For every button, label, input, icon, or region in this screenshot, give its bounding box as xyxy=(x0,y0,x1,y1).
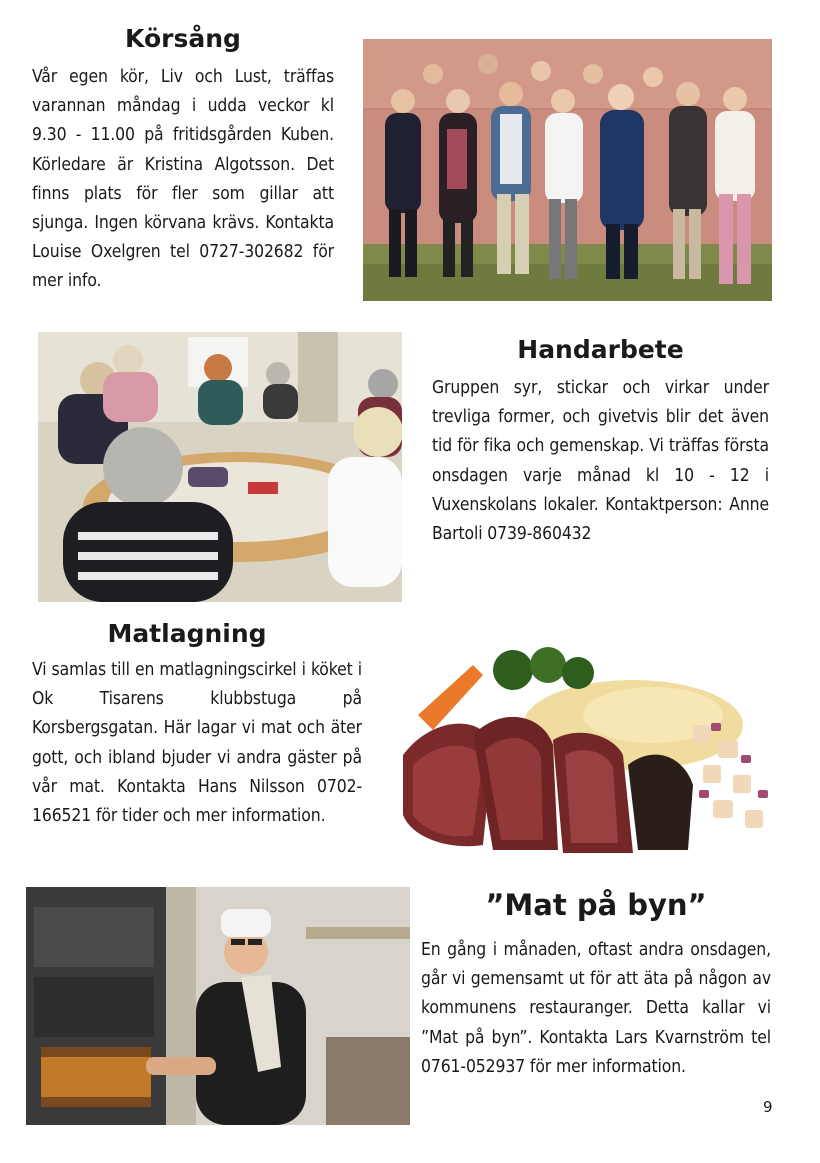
page-number: 9 xyxy=(763,1098,773,1116)
section-title-handarbete: Handarbete xyxy=(517,335,684,364)
section-title-mat-pa-byn: ”Mat på byn” xyxy=(485,888,707,922)
section-title-korsang: Körsång xyxy=(125,24,241,53)
section-text-korsang: Vår egen kör, Liv och Lust, träffas varannan måndag i udda veckor kl 9.30 - 11.00 på fritidsgården Kuben. Körledare är Kristina Algotsson. Det finns plats för fler som gillar att sjunga. Ingen körvana krävs. Kontakta Louise Oxelgren tel 0727-302682 för mer info. xyxy=(32,67,334,292)
section-text-handarbete: Gruppen syr, stickar och virkar under trevliga former, och givetvis blir det även tid för fika och gemenskap. Vi träffas första onsdagen varje månad kl 10 - 12 i Vuxenskolans lokaler. Kontaktperson: Anne Bartoli 0739-860432 xyxy=(432,378,769,545)
section-text-matlagning: Vi samlas till en matlagningscirkel i köket i Ok Tisarens klubbstuga på Korsbergsgatan. Här lagar vi mat och äter gott, och ibland bjuder vi andra gäster på vår mat. Kontakta Hans Nilsson 0702-166521 för tider och mer information. xyxy=(32,660,362,827)
section-matlagning xyxy=(32,619,362,831)
photo-chef-oven xyxy=(26,887,410,1125)
section-korsang xyxy=(32,24,334,297)
photo-choir-group xyxy=(363,39,772,301)
photo-meat-dish xyxy=(373,645,788,855)
section-title-matlagning: Matlagning xyxy=(107,619,267,648)
section-handarbete xyxy=(432,335,769,549)
section-mat-pa-byn xyxy=(421,888,771,1082)
photo-handicraft-group xyxy=(38,332,402,602)
section-text-mat-pa-byn: En gång i månaden, oftast andra onsdagen, går vi gemensamt ut för att äta på någon av kommunens restauranger. Detta kallar vi ”Mat på byn”. Kontakta Lars Kvarnström tel 0761-052937 för mer information. xyxy=(421,940,771,1077)
